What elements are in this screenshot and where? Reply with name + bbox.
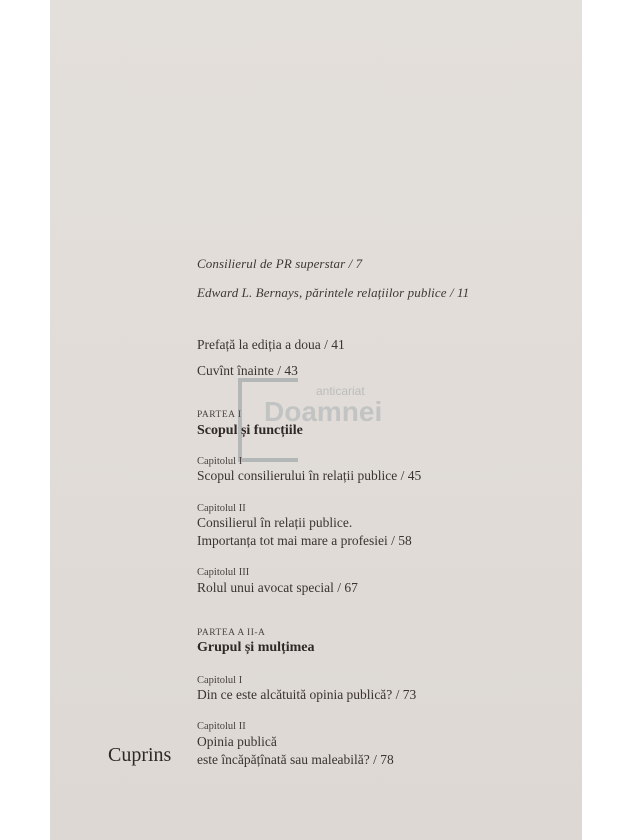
chapter-label: Capitolul III (197, 567, 250, 578)
part-title: Scopul și funcțiile (197, 423, 303, 438)
watermark-big-text: Doamnei (264, 396, 383, 427)
chapter-title: Scopul consilierului în relații publice / 45 (197, 468, 422, 483)
background-right (582, 0, 630, 840)
chapter-title: Rolul unui avocat special / 67 (197, 580, 358, 595)
toc-front-entry: Cuvînt înainte / 43 (197, 363, 298, 378)
part-label: PARTEA A II-A (197, 628, 266, 638)
chapter-label: Capitolul II (197, 503, 246, 514)
watermark-small-text: anticariat (316, 384, 365, 398)
watermark-logo (238, 378, 418, 458)
part-label: PARTEA I (197, 410, 242, 420)
chapter-label: Capitolul I (197, 675, 243, 686)
chapter-title: este încăpățînată sau maleabilă? / 78 (197, 752, 394, 767)
chapter-title: Opinia publică (197, 734, 277, 749)
part-title: Grupul și mulțimea (197, 640, 315, 655)
toc-intro-entry: Edward L. Bernays, părintele relațiilor publice / 11 (197, 285, 470, 300)
toc-intro-entry: Consilierul de PR superstar / 7 (197, 256, 363, 271)
page-heading: Cuprins (108, 744, 172, 766)
chapter-title: Consilierul în relații publice. (197, 515, 353, 530)
chapter-title: Importanța tot mai mare a profesiei / 58 (197, 533, 412, 548)
chapter-label: Capitolul II (197, 721, 246, 732)
toc-front-entry: Prefață la ediția a doua / 41 (197, 337, 345, 352)
background-left (0, 0, 50, 840)
chapter-label: Capitolul I (197, 456, 243, 467)
chapter-title: Din ce este alcătuită opinia publică? / 73 (197, 687, 417, 702)
